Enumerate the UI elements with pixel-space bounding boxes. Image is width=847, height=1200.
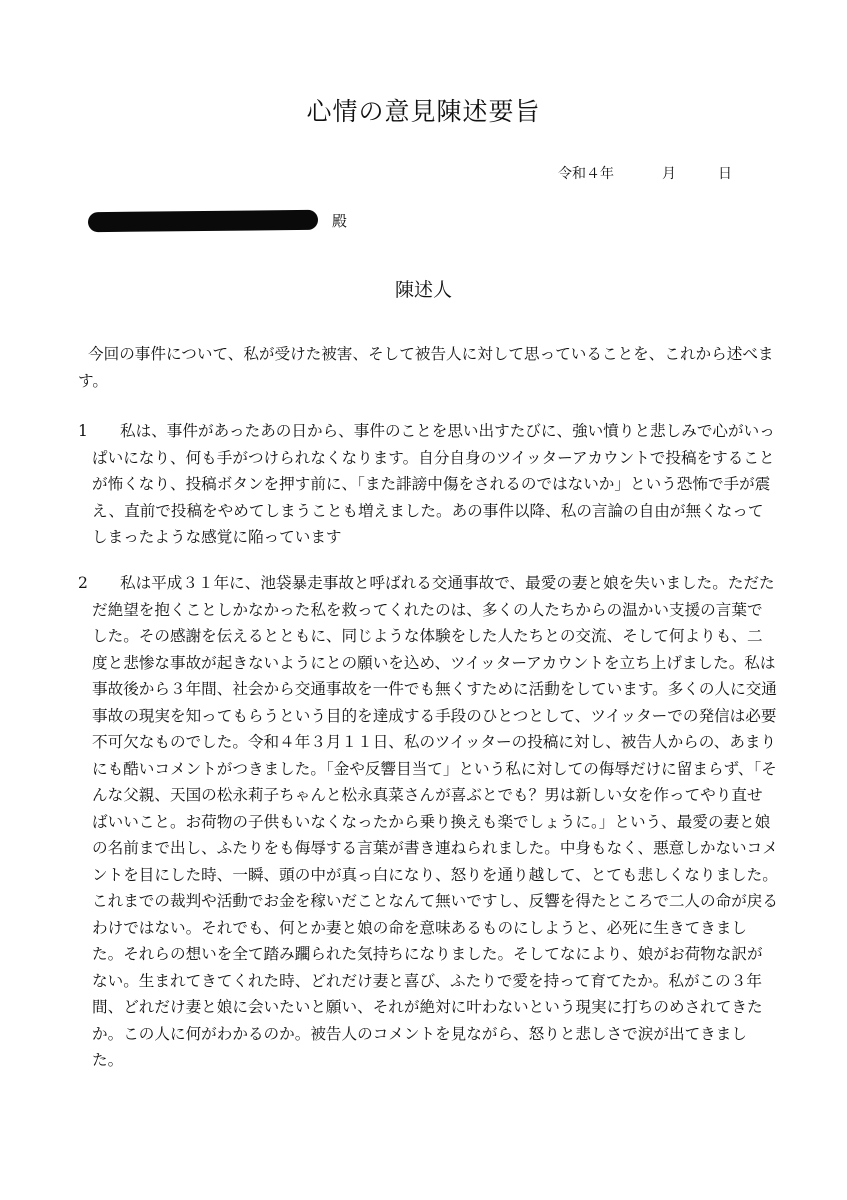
- addressee-line: [88, 205, 388, 237]
- statement-item: [78, 418, 778, 551]
- addressee-honorific: 殿: [332, 212, 348, 230]
- statement-item-text: 私は、事件があったあの日から、事件のことを思い出すたびに、強い憤りと悲しみで心がいっぱいになり、何も手がつけられなくなります。自分自身のツイッターアカウントで投稿をすることが怖くなり、投稿ボタンを押す前に、「また誹謗中傷をされるのではないか」という恐怖で手が震え、直前で投稿をやめてしまうことも増えました。あの事件以降、私の言論の自由が無くなってしまったような感覚に陥っています: [92, 422, 775, 546]
- date-era-year: 令和４年: [558, 166, 614, 182]
- speaker-heading: 陳述人: [394, 279, 452, 301]
- statement-item: [78, 570, 778, 1074]
- document-title: 心情の意見陳述要旨: [306, 97, 541, 126]
- date-day: 日: [718, 166, 732, 182]
- date-month: 月: [662, 166, 676, 182]
- intro-paragraph: 今回の事件について、私が受けた被害、そして被告人に対して思っていることを、これから述べます。: [78, 345, 774, 390]
- redacted-name-mark: [88, 210, 318, 232]
- statement-item-number: 2: [78, 574, 88, 592]
- statement-item-number: 1: [78, 422, 88, 440]
- statement-item-text: 私は平成３１年に、池袋暴走事故と呼ばれる交通事故で、最愛の妻と娘を失いました。ただただ絶望を抱くことしかなかった私を救ってくれたのは、多くの人たちからの温かい支援の言葉でした。その感謝を伝えるとともに、同じような体験をした人たちとの交流、そして何よりも、二度と悲惨な事故が起きないようにとの願いを込め、ツイッターアカウントを立ち上げました。私は事故後から３年間、社会から交通事故を一件でも無くすために活動をしています。多くの人に交通事故の現実を知ってもらうという目的を達成する手段のひとつとして、ツイッターでの発信は必要不可欠なものでした。令和４年３月１１日、私のツイッターの投稿に対し、被告人からの、あまりにも酷いコメントがつきました。「金や反響目当て」という私に対しての侮辱だけに留まらず、「そんな父親、天国の松永莉子ちゃんと松永真菜さんが喜ぶとでも？男は新しい女を作ってやり直せばいいこと。お荷物の子供もいなくなったから乗り換えも楽でしょうに。」という、最愛の妻と娘の名前まで出し、ふたりをも侮辱する言葉が書き連ねられました。中身もなく、悪意しかないコメントを目にした時、一瞬、頭の中が真っ白になり、怒りを通り越して、とても悲しくなりました。これまでの裁判や活動でお金を稼いだことなんて無いですし、反響を得たところで二人の命が戻るわけではない。それでも、何とか妻と娘の命を意味あるものにしようと、必死に生きてきました。それらの想いを全て踏み躙られた気持ちになりました。そしてなにより、娘がお荷物な訳がない。生まれてきてくれた時、どれだけ妻と喜び、ふたりで愛を持って育てたか。私がこの３年間、どれだけ妻と娘に会いたいと願い、それが絶対に叶わないという現実に打ちのめされてきたか。この人に何がわかるのか。被告人のコメントを見ながら、怒りと悲しさで涙が出てきました。: [92, 574, 778, 1069]
- date-line: [558, 163, 732, 183]
